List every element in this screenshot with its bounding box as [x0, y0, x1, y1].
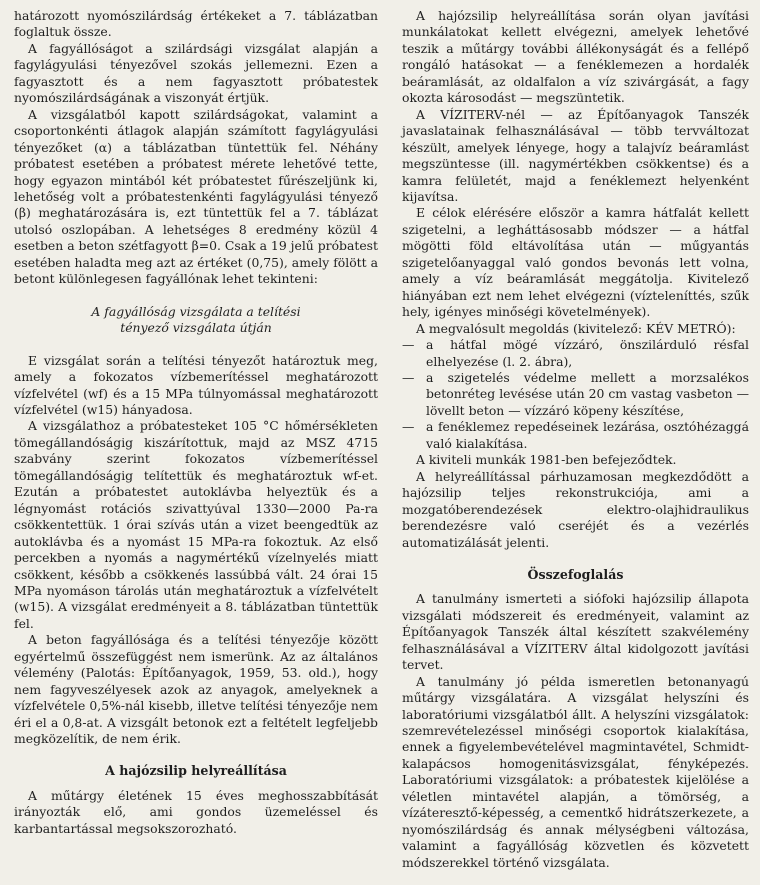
paragraph: A fagyállóságot a szilárdsági vizsgálat alapján a fagylágyulási tényezővel szokás jellemezni. Ezen a fagyasztott és a nem fagyasztott próbatestek nyomószilárdságának a viszonyát értjük.	[14, 40, 378, 106]
list-dash: —	[402, 369, 415, 385]
paragraph: A vizsgálathoz a próbatesteket 105 °C hőmérsékleten tömegállandóságig kiszárítottuk, majd az MSZ 4715 szabvány szerint fokozatos vízbemerítéssel tömegállandóságig telítettük és meghatároztuk wf-et. Ezután a próbatestet autoklávba helyeztük és a légnyomást rotációs szivattyúval 1330—2000 Pa-ra csökkentettük. 1 órai szívás után a vizet beengedtük az autoklávba és a nyomást 15 MPa-ra fokoztuk. Az első percekben a nyomás a nagymértékű vízelnyelés miatt csökkent, később a csökkenés lassúbbá vált. 24 órai 15 MPa nyomáson tárolás után meghatároztuk a vízfelvételt (w15). A vizsgálat eredményeit a 8. táblázatban tüntettük fel.	[14, 418, 378, 631]
paragraph: határozott nyomószilárdság értékeket a 7. táblázatban foglaltuk össze.	[14, 8, 378, 40]
list-dash: —	[402, 337, 415, 353]
paragraph: A tanulmány ismerteti a siófoki hajózsilip állapota vizsgálati módszereit és eredményeit, valamint az Építőanyagok Tanszék által készített szakvélemény felhasználásával a VÍZITERV által kidolgozott javítási tervet.	[402, 591, 749, 673]
subheading-frost-line2: tényező vizsgálata útján	[120, 320, 272, 336]
heading-summary: Összefoglalás	[527, 566, 624, 582]
left-column	[14, 8, 378, 837]
paragraph: A vizsgálatból kapott szilárdságokat, valamint a csoportonkénti átlagok alapján számított fagylágyulási tényezőket (α) a táblázatban tüntettük fel. Néhány próbatest esetében a próbatest mérete lehetővé tette, hogy egyazon mintából két próbatestet fűrészeljünk ki, lehetőség volt a próbatestenkénti fagylágyulási tényező (β) meghatározására is, ezt tüntettük fel a 7. táblázat utolsó oszlopában. A lehetséges 8 eredmény közül 4 esetben a beton szétfagyott β=0. Csak a 19 jelű próbatest esetében haladta meg azt az értéket (0,75), amely fölött a betont különlegesen fagyállónak lehet tekinteni:	[14, 106, 378, 287]
list-dash: —	[402, 419, 415, 435]
paragraph: E célok elérésére először a kamra hátfalát kellett szigetelni, a legháttásosabb módszer — a hátfal mögötti föld eltávolítása után — műgyantás szigetelőanyaggal való gondos bevonás lett volna, amely a víz beáramlását meggátolja. Kivitelező hiányában ezt nem lehet elvégezni (vízteleníttés, szűk hely, igényes minőségi követelmények).	[402, 205, 749, 320]
paragraph: A megvalósult megoldás (kivitelező: KÉV METRÓ):	[416, 320, 736, 336]
list-item	[402, 370, 749, 419]
right-column	[402, 8, 749, 871]
paragraph: A műtárgy életének 15 éves meghosszabbítását irányozták elő, ami gondos üzemeléssel és karbantartással megsokszorozható.	[14, 787, 378, 836]
list-item-text: a szigetelés védelme mellett a morzsalékos betonréteg levésése után 20 cm vastag vasbeton — lövellt beton — vízzáró köpeny készítése,	[426, 369, 749, 418]
solution-list	[402, 337, 749, 452]
paragraph: A tanulmány jó példa ismeretlen betonanyagú műtárgy vizsgálatára. A vizsgálat helyszíni és laboratóriumi vizsgálatból állt. A helyszíni vizsgálatok: szemrevételezéssel minőségi csoportok kialakítása, ennek a figyelembevételével magmintavétel, Schmidt-kalapácsos homogenitásvizsgálat, fényképezés. Laboratóriumi vizsgálatok: a próbatestek kijelölése a véletlen mintavétel alapján, a tömörség, a vízáteresztő-képesség, a cementkő hidrátszerkezete, a nyomószilárdság és annak mélységbeni változása, valamint a fagyállóság közvetlen és közvetett módszerekkel történő vizsgálata.	[402, 673, 749, 870]
list-item-text: a hátfal mögé vízzáró, önszilárduló résfal elhelyezése (l. 2. ábra),	[426, 337, 749, 369]
paragraph: E vizsgálat során a telítési tényezőt határoztuk meg, amely a fokozatos vízbemerítéssel meghatározott vízfelvétel (wf) és a 15 MPa túlnyomással meghatározott vízfelvétel (w15) hányadosa.	[14, 352, 378, 417]
list-item-text: a fenéklemez repedéseinek lezárása, osztóhézaggá való kialakítása.	[426, 419, 749, 451]
heading-repair: A hajózsilip helyreállítása	[105, 763, 287, 779]
paragraph: A beton fagyállósága és a telítési tényezője között egyértelmű összefüggést nem ismerünk. Az az általános vélemény (Palotás: Építőanyagok, 1959, 53. old.), hogy nem fagyveszélyesek azok az anyagok, amelyeknek a vízfelvétele 0,5%-nál kisebb, illetve telítési tényezője nem éri el a 0,8-at. A vizsgált betonok ezt a feltételt legfeljebb megközelítik, de nem érik.	[14, 632, 378, 747]
subheading-frost-line1: A fagyállóság vizsgálata a telítési	[91, 303, 301, 319]
paragraph: A VÍZITERV-nél — az Építőanyagok Tanszék javaslatainak felhasználásával — több tervváltozat készült, amelyek lényege, hogy a talajvíz beáramlást megszüntesse (ill. nagymértékben csökkentse) és a kamra felületét, majd a fenéklemezt helyenként kijavítsa.	[402, 106, 749, 204]
list-item	[402, 419, 749, 452]
list-item	[402, 337, 749, 370]
paragraph: A kiviteli munkák 1981-ben befejeződtek.	[416, 452, 677, 468]
paragraph: A helyreállítással párhuzamosan megkezdődött a hajózsilip teljes rekonstrukciója, ami a mozgatóberendezések elektro-olajhidraulikus berendezésre való cseréjét és a vezérlés automatizálását jelenti.	[402, 468, 749, 550]
paragraph: A hajózsilip helyreállítása során olyan javítási munkálatokat kellett elvégezni, amelyek lehetővé teszik a műtárgy további állékonyságát és a fellépő rongáló hatásokat — a fenéklemezen a hordalék beáramlását, az oldalfalon a víz szivárgását, a fagy okozta károsodást — megszüntetik.	[402, 8, 749, 106]
